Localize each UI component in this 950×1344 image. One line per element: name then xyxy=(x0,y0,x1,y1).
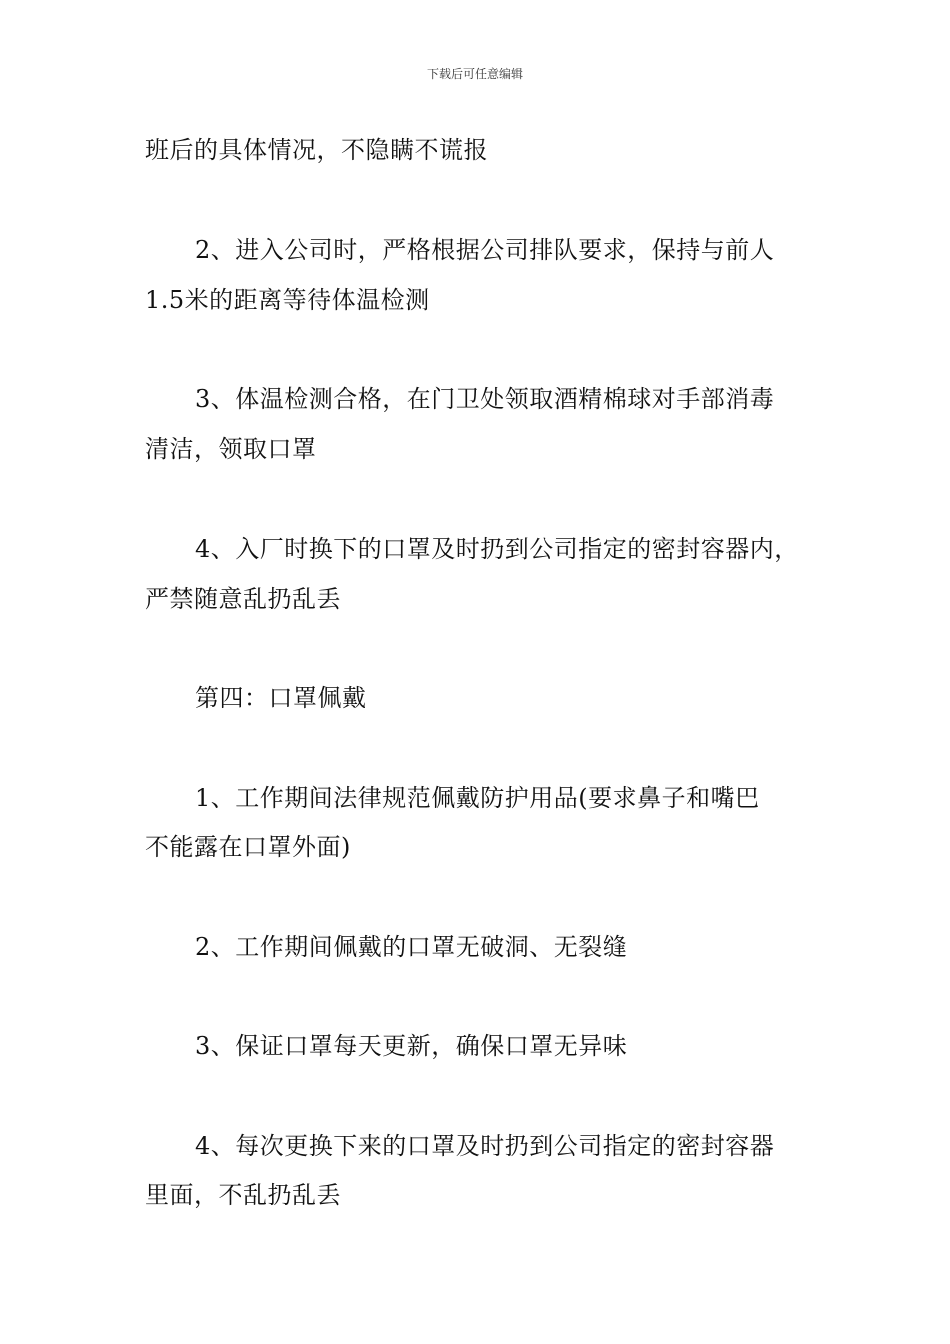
item-3-line-1: 3、体温检测合格，在门卫处领取酒精棉球对手部消毒 xyxy=(195,385,775,413)
item-3-line-2: 清洁，领取口罩 xyxy=(145,435,317,463)
item-2-line-1: 2、进入公司时，严格根据公司排队要求，保持与前人 xyxy=(195,236,775,264)
text-line-continuation: 班后的具体情况，不隐瞒不谎报 xyxy=(145,136,488,164)
item-4-line-2: 严禁随意乱扔乱丢 xyxy=(145,585,341,613)
page-header: 下载后可任意编辑 xyxy=(426,67,523,81)
mask-item-3: 3、保证口罩每天更新，确保口罩无异味 xyxy=(195,1032,628,1060)
mask-item-4-line-1: 4、每次更换下来的口罩及时扔到公司指定的密封容器 xyxy=(195,1132,775,1160)
section-heading-mask-wearing: 第四：口罩佩戴 xyxy=(195,684,367,712)
mask-item-1-line-1: 1、工作期间法律规范佩戴防护用品(要求鼻子和嘴巴 xyxy=(195,784,760,812)
item-4-line-1: 4、入厂时换下的口罩及时扔到公司指定的密封容器内， xyxy=(195,535,799,563)
mask-item-4-line-2: 里面，不乱扔乱丢 xyxy=(145,1181,341,1209)
mask-item-2: 2、工作期间佩戴的口罩无破洞、无裂缝 xyxy=(195,933,628,961)
mask-item-1-line-2: 不能露在口罩外面) xyxy=(145,833,351,861)
item-2-line-2: 1.5米的距离等待体温检测 xyxy=(145,286,430,314)
